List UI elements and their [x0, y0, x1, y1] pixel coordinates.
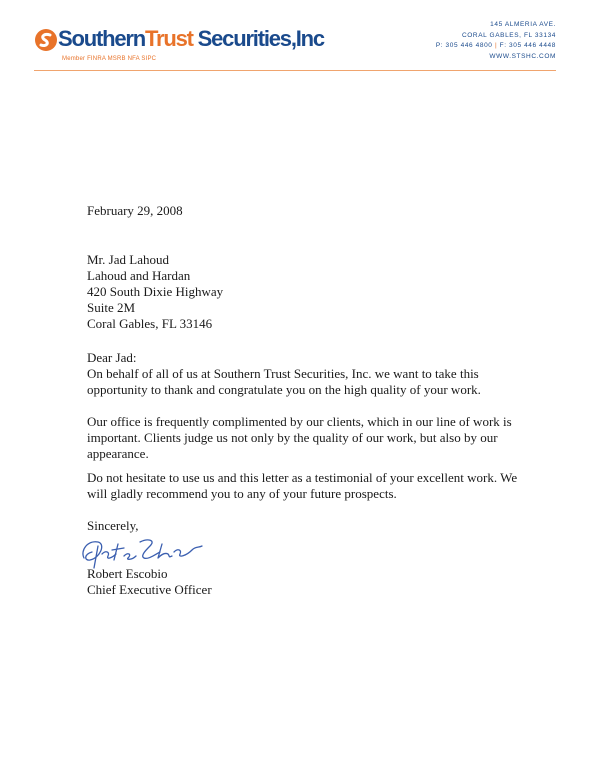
city-state-zip: CORAL GABLES, FL 33134 — [461, 31, 556, 39]
salutation: Dear Jad: — [87, 350, 137, 365]
recipient-address — [87, 252, 527, 332]
recipient-line: Suite 2M — [87, 300, 136, 315]
company-logo-icon — [34, 28, 58, 52]
phone-fax-separator: | — [494, 42, 498, 49]
fax-number: F: 305 446 4448 — [499, 42, 556, 49]
company-name — [58, 27, 324, 51]
company-name-rest: Securities,Inc — [192, 26, 324, 51]
company-name-main: Southern — [58, 26, 145, 51]
letter-date: February 29, 2008 — [87, 203, 183, 218]
membership-line: Member FINRA MSRB NFA SIPC — [62, 56, 157, 62]
body-paragraph-3: Do not hesitate to use us and this letter as a testimonial of your excellent work. We will gladly recommend you to any of your future prospects. — [87, 470, 518, 501]
recipient-line: Lahoud and Hardan — [87, 268, 191, 283]
street-address: 145 ALMERIA AVE. — [490, 21, 556, 28]
signer-name: Robert Escobio — [87, 566, 168, 581]
body-paragraph-2: Our office is frequently complimented by our clients, which in our line of work is important. Clients judge us not only by the quality of our work, but also by our appearance. — [87, 414, 512, 461]
phone-number: P: 305 446 4800 — [435, 42, 493, 49]
website: WWW.STSHC.COM — [489, 52, 556, 60]
company-name-accent: Trust — [144, 26, 193, 51]
signature-block — [87, 566, 527, 598]
closing: Sincerely, — [87, 518, 139, 533]
phone-fax — [436, 41, 556, 52]
recipient-line: Coral Gables, FL 33146 — [87, 316, 213, 331]
recipient-line: 420 South Dixie Highway — [87, 284, 224, 299]
company-address-block — [436, 20, 556, 62]
signer-title: Chief Executive Officer — [87, 582, 212, 597]
recipient-line: Mr. Jad Lahoud — [87, 252, 169, 267]
body-paragraph-1: On behalf of all of us at Southern Trust Securities, Inc. we want to take this opportunity to thank and congratulate you on the high quality of your work. — [87, 366, 481, 397]
letterhead-divider — [34, 70, 556, 71]
